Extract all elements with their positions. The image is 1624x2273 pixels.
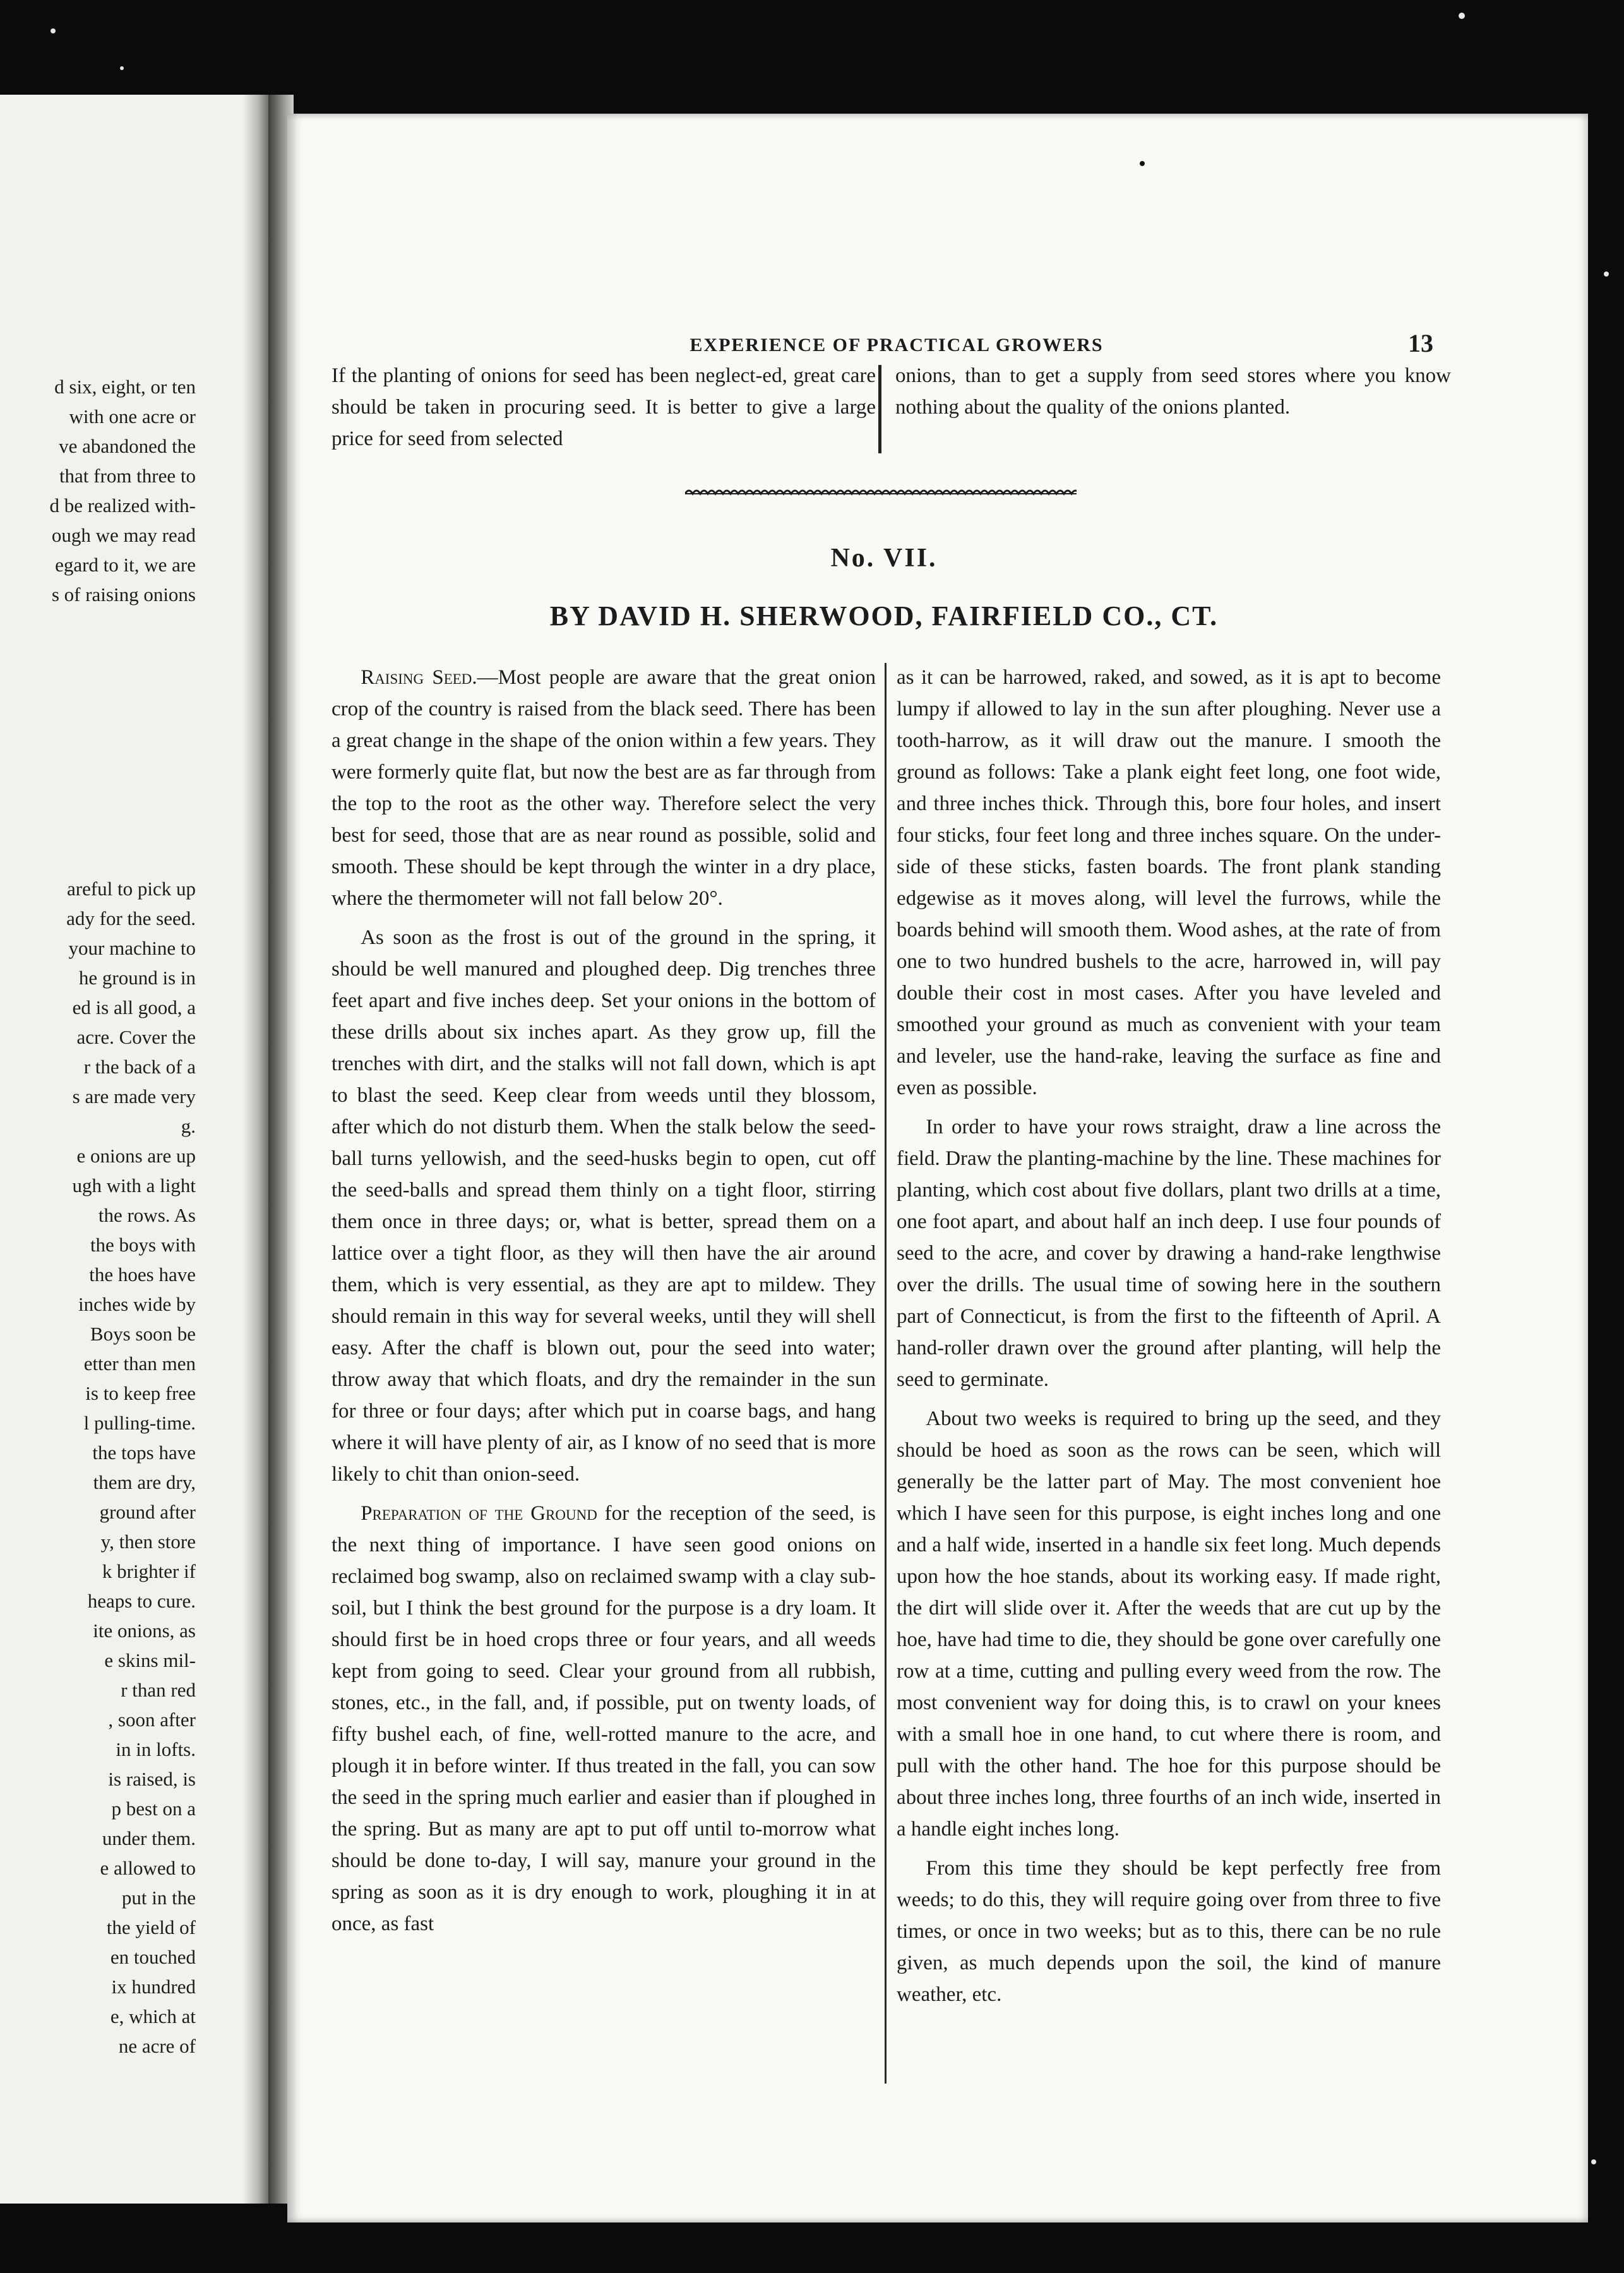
left-page-line: the tops have xyxy=(92,1441,196,1464)
left-page-line: egard to it, we are xyxy=(55,554,196,576)
paragraph-body: for the reception of the seed, is the next thing of importance. I have seen good onions on reclaimed bog swamp, also on reclaimed swamp with a clay sub-soil, but I think the best ground for the purpose is a dry loam. It should first be in hoed crops three or four years, and all weeds kept from going to seed. Clear your ground from all rubbish, stones, etc., in the fall, and, if possible, put on twenty loads, of fifty bushel each, of fine, well-rotted manure to the acre, and plough it in before winter. If thus treated in the fall, you can sow the seed in the spring much earlier and easier than if ploughed in the spring. But as many are apt to put off until to-morrow what should be done to-day, I will say, manure your ground in the spring as soon as it is dry enough to work, ploughing it in at once, as fast xyxy=(331,1502,876,1935)
left-page-line: the rows. As xyxy=(98,1204,196,1226)
author-byline: BY DAVID H. SHERWOOD, FAIRFIELD CO., CT. xyxy=(549,600,1219,631)
left-page-line: s of raising onions xyxy=(51,583,196,606)
left-page-line: acre. Cover the xyxy=(76,1026,196,1048)
paragraph-preparation xyxy=(331,1498,876,1940)
left-page-line: ough we may read xyxy=(51,524,196,546)
left-page-line: r than red xyxy=(121,1679,196,1701)
scan-speck xyxy=(1459,13,1465,19)
left-page-line: ady for the seed. xyxy=(66,907,196,929)
left-page-line: ve abandoned the xyxy=(59,435,196,457)
left-page-line: s are made very xyxy=(72,1085,196,1107)
article-column-left xyxy=(331,662,876,2095)
left-page-line: k brighter if xyxy=(102,1560,196,1582)
top-column-rule xyxy=(878,365,881,453)
left-facing-page xyxy=(0,95,268,2204)
scan-speck xyxy=(120,66,124,70)
wavy-divider-ornament xyxy=(685,486,1077,501)
left-page-fold-shadow xyxy=(243,95,268,2204)
left-page-line: ix hundred xyxy=(111,1976,196,1998)
left-page-line: l pulling-time. xyxy=(83,1412,196,1434)
left-page-line: d six, eight, or ten xyxy=(54,376,196,398)
paragraph-weeding: From this time they should be kept perfectly free from weeds; to do this, they will require going over from three to five times, or once in two weeks; but as to this, there can be no rule given, as much depends upon the soil, the kind of manure weather, etc. xyxy=(897,1857,1441,2006)
left-page-line: ground after xyxy=(99,1501,196,1523)
left-page-line: g. xyxy=(181,1115,196,1137)
left-page-line: them are dry, xyxy=(93,1471,196,1493)
left-page-line: e allowed to xyxy=(100,1857,196,1879)
scan-speck xyxy=(1591,2159,1596,2164)
left-page-line: etter than men xyxy=(83,1352,196,1375)
left-page-line: that from three to xyxy=(59,465,196,487)
scan-speck xyxy=(1140,161,1145,166)
left-page-line: e skins mil- xyxy=(104,1649,196,1671)
paragraph-hoeing: About two weeks is required to bring up the seed, and they should be hoed as soon as the rows can be seen, which will generally be the latter part of May. The most convenient hoe which I have seen for this purpose, is eight inches long and one and a half wide, inserted in a handle six feet long. Much depends upon how the hoe stands, about its working easy. If made right, the dirt will slide over it. After the weeds that are cut up by the hoe, have had time to die, they should be gone over carefully one row at a time, cutting and pulling every weed from the row. The most convenient way for doing this, is to crawl on your knees with a small hoe in one hand, to cut where there is room, and pull with the other hand. The hoe for this purpose should be about three inches long, three fourths of an inch wide, inserted in a handle eight inches long. xyxy=(897,1407,1441,1840)
left-page-line: ed is all good, a xyxy=(72,996,196,1018)
left-page-line: the yield of xyxy=(106,1916,196,1938)
left-page-line: e onions are up xyxy=(76,1145,196,1167)
section-title: No. VII. xyxy=(830,544,938,573)
left-page-line: y, then store xyxy=(100,1530,196,1553)
left-page-line: ite onions, as xyxy=(93,1620,196,1642)
left-page-line: he ground is in xyxy=(78,967,196,989)
paragraph-lead-raising-seed: Raising Seed. xyxy=(361,666,477,689)
paragraph-lead-preparation: Preparation of the Ground xyxy=(361,1502,597,1525)
paragraph-planting: As soon as the frost is out of the ground in the spring, it should be well manured and ploughed deep. Dig trenches three feet apart and five inches deep. Set your onions in the bottom of these drills about six inches apart. As they grow up, fill the trenches with dirt, and the stalks will not fall down, which is apt to blast the seed. Keep clear from weeds until they blossom, after which do not disturb them. When the stalk below the seed-ball turns yellowish, and the seed-husks begin to open, cut off the seed-balls and spread them thinly on a tight floor, stirring them once in three days; or, what is better, spread them on a lattice over a tight floor, as they will then have the air around them, which is very essential, as they are apt to mildew. They should remain in this way for several weeks, until they will shell easy. After the chaff is blown out, pour the seed into water; throw away that which floats, and dry the remainder in the sun for three or four days; after which put in coarse bags, and hang where it will have plenty of air, as I know of no seed that is more likely to chit than onion-seed. xyxy=(331,926,876,1486)
left-page-line: en touched xyxy=(110,1946,196,1968)
left-page-line: ugh with a light xyxy=(72,1174,196,1196)
left-page-line: Boys soon be xyxy=(90,1323,196,1345)
paragraph-body: —Most people are aware that the great onion crop of the country is raised from the black seed. There has been a great change in the shape of the onion within a few years. They were formerly quite flat, but now the best are as far through from the top to the root as the other way. Therefore select the very best for seed, those that are as near round as possible, solid and smooth. These should be kept through the winter in a dry place, where the thermometer will not fall below 20°. xyxy=(331,666,876,910)
page-number: 13 xyxy=(1408,329,1433,357)
article-column-right xyxy=(897,662,1441,2095)
left-page-line: d be realized with- xyxy=(49,494,196,516)
paragraph-raising-seed xyxy=(331,662,876,914)
paragraph-rows: In order to have your rows straight, draw a line across the field. Draw the planting-machine by the line. These machines for planting, which cost about five dollars, plant two drills at a time, one foot apart, and about half an inch deep. I use four pounds of seed to the acre, and cover by drawing a hand-rake lengthwise over the drills. The usual time of sowing here in the southern part of Connecticut, is from the first to the fifteenth of April. A hand-roller drawn over the ground after planting, will help the seed to germinate. xyxy=(897,1116,1441,1391)
left-page-line: under them. xyxy=(102,1827,196,1849)
left-page-line: ne acre of xyxy=(118,2035,196,2057)
left-page-line: , soon after xyxy=(108,1709,196,1731)
left-page-line: p best on a xyxy=(111,1798,196,1820)
left-page-line: heaps to cure. xyxy=(87,1590,196,1612)
left-page-line: with one acre or xyxy=(69,405,196,427)
paragraph-smoothing: as it can be harrowed, raked, and sowed, as it is apt to become lumpy if allowed to lay in the sun after ploughing. Never use a tooth-harrow, as it will draw out the manure. I smooth the ground as follows: Take a plank eight feet long, one foot wide, and three inches thick. Through this, bore four holes, and insert four sticks, four feet long and three inches square. On the under-side of these sticks, fasten boards. The front plank standing edgewise as it moves along, will level the furrows, while the boards behind will smooth them. Wood ashes, at the rate of from one to two hundred bushels to the acre, harrowed in, will pay double their cost in most cases. After you have leveled and smoothed your ground as much as convenient with your team and leveler, use the hand-rake, leaving the surface as fine and even as possible. xyxy=(897,666,1441,1099)
left-page-line: is to keep free xyxy=(85,1382,196,1404)
left-page-line: inches wide by xyxy=(78,1293,196,1315)
top-carryover-text-right: onions, than to get a supply from seed stores where you know nothing about the quality of the onions planted. xyxy=(895,364,1451,419)
scan-speck xyxy=(1604,271,1609,277)
top-carryover-text-left: If the planting of onions for seed has been neglect-ed, great care should be taken in procuring seed. It is better to give a large price for seed from selected xyxy=(331,364,876,450)
running-head: EXPERIENCE OF PRACTICAL GROWERS xyxy=(690,335,1104,355)
left-page-line: the hoes have xyxy=(89,1263,196,1286)
left-page-line: areful to pick up xyxy=(66,878,196,900)
left-page-line: r the back of a xyxy=(83,1056,196,1078)
left-page-line: is raised, is xyxy=(108,1768,196,1790)
left-page-line: your machine to xyxy=(68,937,196,959)
left-page-line: the boys with xyxy=(90,1234,196,1256)
left-page-line: in in lofts. xyxy=(116,1738,196,1760)
left-page-line: put in the xyxy=(121,1887,196,1909)
column-rule xyxy=(885,663,887,2084)
scan-speck xyxy=(51,28,56,33)
left-page-line: e, which at xyxy=(110,2005,196,2027)
